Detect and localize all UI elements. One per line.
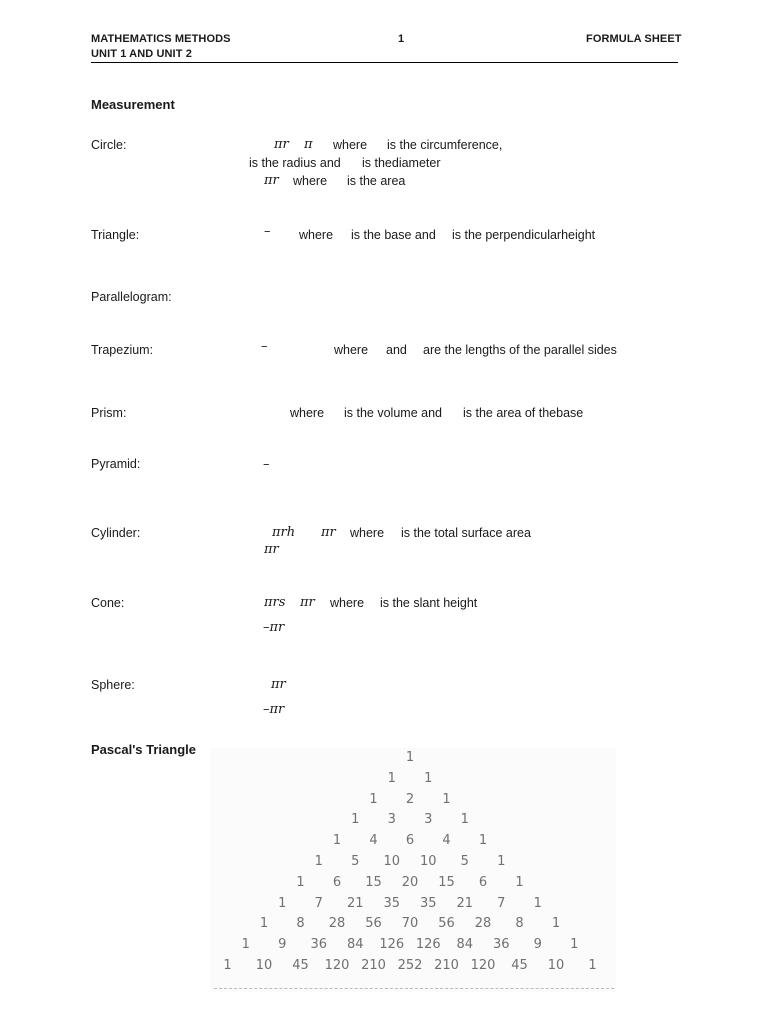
sphere-label: Sphere: xyxy=(91,678,135,692)
trapezium-label: Trapezium: xyxy=(91,343,154,357)
pascal-number: 126 xyxy=(379,937,405,953)
pascal-number: 210 xyxy=(361,958,386,973)
pascal-number: 1 xyxy=(387,770,396,786)
pascal-number: 20 xyxy=(401,874,419,890)
pascal-number: 1 xyxy=(551,916,561,932)
pascal-number: 10 xyxy=(419,854,437,869)
pascal-number: 1 xyxy=(369,791,378,807)
parallelogram-label: Parallelogram: xyxy=(91,290,172,304)
circle-where: where xyxy=(333,138,368,152)
pascal-number: 1 xyxy=(442,791,451,807)
pascal-number: 5 xyxy=(460,854,469,869)
pascal-number: 28 xyxy=(474,916,492,932)
pascal-number: 56 xyxy=(365,916,382,932)
pascal-number: 1 xyxy=(314,854,323,869)
header-rule xyxy=(91,62,678,63)
triangle-label: Triangle: xyxy=(91,228,140,242)
pascal-number: 9 xyxy=(278,937,287,953)
cone-where: where xyxy=(330,596,365,610)
pascal-number: 1 xyxy=(588,958,597,973)
circle-circumference-text: is the circumference, xyxy=(387,138,503,152)
pascal-number: 70 xyxy=(401,916,419,932)
prism-volume-text: is the volume and xyxy=(344,406,442,420)
pascal-number: 1 xyxy=(405,750,415,765)
pascal-number: 1 xyxy=(259,916,269,932)
cone-formula-symbol: πrs xyxy=(264,595,286,610)
prism-where: where xyxy=(290,406,325,420)
document-title: FORMULA SHEET xyxy=(586,33,682,45)
pascal-row xyxy=(210,916,616,936)
pyramid-fraction: – xyxy=(263,457,270,472)
pascal-number: 45 xyxy=(292,958,309,973)
pascal-number: 15 xyxy=(365,874,382,890)
pascal-row xyxy=(210,792,616,812)
circle-area-text: is the area xyxy=(347,174,406,188)
pascal-number: 210 xyxy=(434,958,459,973)
pascal-row xyxy=(210,937,616,957)
pascal-number: 6 xyxy=(332,874,342,890)
pascal-row xyxy=(210,896,616,916)
pascal-number: 1 xyxy=(332,833,342,849)
pascal-number: 120 xyxy=(324,958,350,973)
pascal-number: 9 xyxy=(533,937,542,953)
pascal-number: 4 xyxy=(369,833,378,849)
cylinder-where: where xyxy=(350,526,385,540)
triangle-where: where xyxy=(299,228,334,242)
pascal-number: 8 xyxy=(296,916,305,932)
pascal-number: 126 xyxy=(415,937,441,953)
cone-label: Cone: xyxy=(91,596,125,610)
prism-label: Prism: xyxy=(91,406,127,420)
pascal-row xyxy=(210,833,616,853)
circle-formula-symbol: π xyxy=(304,137,313,152)
triangle-base-text: is the base and xyxy=(351,228,436,242)
header-unit: UNIT 1 AND UNIT 2 xyxy=(91,48,192,60)
pascal-number: 1 xyxy=(351,812,360,828)
pascal-number: 120 xyxy=(470,958,496,973)
pascal-number: 3 xyxy=(387,812,396,828)
circle-radius-text: is the radius and xyxy=(249,156,341,170)
cylinder-volume-symbol: πr xyxy=(264,542,279,557)
cylinder-formula-symbol: πr xyxy=(321,525,336,540)
pascal-number: 1 xyxy=(278,895,287,911)
pascal-number: 10 xyxy=(255,958,273,973)
pascal-row xyxy=(210,875,616,895)
pascal-number: 6 xyxy=(478,874,488,890)
pascal-number: 1 xyxy=(497,854,506,869)
cylinder-label: Cylinder: xyxy=(91,526,141,540)
pascal-number: 1 xyxy=(515,874,524,890)
pascal-number: 56 xyxy=(438,916,455,932)
prism-base-text: is the area of thebase xyxy=(463,406,584,420)
trapezium-sides-text: are the lengths of the parallel sides xyxy=(423,343,617,357)
page-number: 1 xyxy=(398,33,405,45)
pascal-number: 84 xyxy=(346,937,364,953)
measurement-heading: Measurement xyxy=(91,97,175,112)
pascal-number: 1 xyxy=(296,874,305,890)
pascal-number: 3 xyxy=(424,812,433,828)
pascal-number: 7 xyxy=(314,895,323,911)
trapezium-and: and xyxy=(386,343,407,357)
pascal-triangle xyxy=(210,748,616,992)
pascal-number: 36 xyxy=(492,937,510,953)
pascal-number: 84 xyxy=(456,937,474,953)
pascal-number: 4 xyxy=(442,833,451,849)
trapezium-fraction: – xyxy=(261,339,268,354)
pascal-number: 35 xyxy=(383,895,401,911)
pascal-number: 10 xyxy=(547,958,565,973)
pascal-row xyxy=(210,771,616,791)
circle-diameter-text: is thediameter xyxy=(362,156,441,170)
pascal-number: 28 xyxy=(328,916,346,932)
trapezium-where: where xyxy=(334,343,369,357)
pascal-row xyxy=(210,854,616,874)
pascal-number: 35 xyxy=(419,895,437,911)
triangle-height-text: is the perpendicularheight xyxy=(452,228,596,242)
header-subject: MATHEMATICS METHODS xyxy=(91,33,231,45)
image-edge-divider xyxy=(214,988,614,989)
circle-area-symbol: πr xyxy=(264,173,279,188)
cone-slant-text: is the slant height xyxy=(380,596,478,610)
pascal-number: 1 xyxy=(460,812,469,828)
pascal-number: 1 xyxy=(241,937,250,953)
pascal-number: 21 xyxy=(456,895,474,911)
pascal-number: 1 xyxy=(570,937,579,953)
pascal-number: 1 xyxy=(424,770,433,786)
pascal-number: 1 xyxy=(478,833,488,849)
cylinder-surface-text: is the total surface area xyxy=(401,526,531,540)
cone-volume-symbol: –πr xyxy=(263,620,285,635)
pascal-number: 7 xyxy=(497,895,506,911)
circle-label: Circle: xyxy=(91,138,127,152)
pascal-number: 8 xyxy=(515,916,524,932)
pascal-row xyxy=(210,958,616,978)
triangle-fraction: – xyxy=(264,224,271,239)
cone-formula-symbol: πr xyxy=(300,595,315,610)
cylinder-formula-symbol: πrh xyxy=(272,525,296,540)
circle-formula-symbol: πr xyxy=(274,137,289,152)
pyramid-label: Pyramid: xyxy=(91,457,141,471)
pascal-number: 252 xyxy=(397,958,423,973)
pascal-number: 36 xyxy=(310,937,328,953)
pascal-number: 45 xyxy=(511,958,528,973)
sphere-area-symbol: πr xyxy=(271,677,286,692)
pascal-number: 1 xyxy=(223,958,232,973)
sphere-volume-symbol: –πr xyxy=(263,702,285,717)
pascal-heading: Pascal's Triangle xyxy=(91,742,196,757)
pascal-number: 1 xyxy=(533,895,542,911)
pascal-number: 15 xyxy=(438,874,455,890)
circle-where: where xyxy=(293,174,328,188)
pascal-number: 2 xyxy=(405,791,415,807)
pascal-number: 10 xyxy=(383,854,401,869)
pascal-number: 5 xyxy=(351,854,360,869)
pascal-row xyxy=(210,750,616,770)
pascal-row xyxy=(210,812,616,832)
pascal-number: 21 xyxy=(346,895,364,911)
pascal-number: 6 xyxy=(405,833,415,849)
